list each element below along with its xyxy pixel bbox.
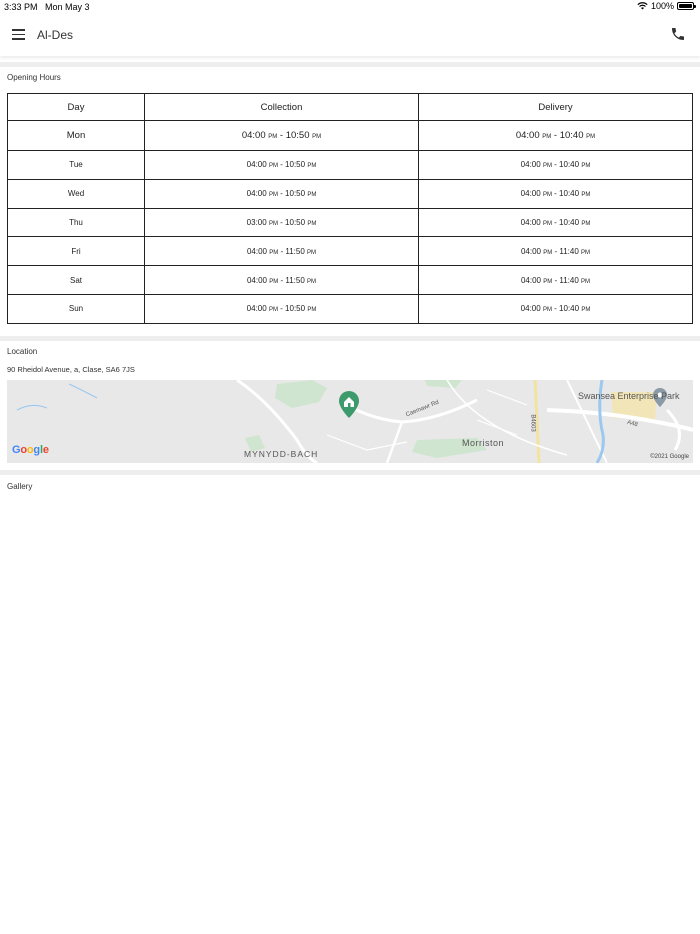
ampm-text: PM	[268, 192, 278, 199]
day-text: Fri	[71, 246, 81, 256]
ampm-text: PM	[581, 163, 591, 170]
ampm-text: PM	[268, 134, 278, 140]
ampm-text: PM	[581, 192, 591, 199]
delivery-from: 04:00	[520, 217, 541, 227]
delivery-from: 04:00	[520, 160, 541, 170]
battery-percent: 100%	[650, 1, 674, 11]
ampm-text: PM	[542, 163, 552, 170]
cell-day	[8, 151, 145, 180]
cell-collection: 04:00 PM - 10:50 PM	[145, 121, 419, 151]
ampm-text: PM	[542, 192, 552, 199]
status-right	[637, 1, 694, 11]
cell-delivery: 04:00 PM - 10:40 PM	[419, 151, 693, 180]
delivery-from: 04:00	[520, 189, 541, 199]
delivery-to: 10:40	[559, 304, 580, 314]
ampm-text: PM	[542, 134, 552, 140]
delivery-from: 04:00	[520, 304, 541, 314]
ampm-text: PM	[581, 249, 591, 256]
collection-to: 11:50	[285, 246, 305, 256]
ampm-text: PM	[268, 220, 278, 227]
day-text: Wed	[67, 189, 85, 199]
battery-icon	[677, 2, 694, 10]
column-header-day: Day	[8, 94, 145, 121]
delivery-to: 11:40	[559, 246, 579, 256]
google-logo-letter: e	[42, 444, 49, 456]
ampm-text: PM	[581, 278, 591, 285]
opening-hours-label: Opening Hours	[7, 73, 61, 82]
cell-day	[8, 294, 145, 323]
location-map[interactable]	[7, 380, 693, 463]
map-label-enterprise-park: Swansea Enterprise Park	[578, 391, 680, 401]
delivery-from: 04:00	[515, 130, 540, 141]
day-text: Mon	[66, 130, 86, 141]
map-label-a48: A48	[626, 419, 639, 429]
status-bar	[0, 0, 700, 14]
ampm-text: PM	[307, 220, 317, 227]
delivery-from: 04:00	[520, 275, 541, 285]
cell-collection: 04:00 PM - 11:50 PM	[145, 237, 419, 266]
google-logo-letter: l	[39, 444, 43, 456]
day-text: Thu	[69, 217, 83, 227]
wifi-icon	[637, 2, 648, 10]
map-label-morriston: Morriston	[462, 438, 505, 448]
cell-collection: 04:00 PM - 11:50 PM	[145, 266, 419, 295]
table-row	[8, 294, 693, 323]
collection-to: 11:50	[285, 275, 305, 285]
cell-collection: 04:00 PM - 10:50 PM	[145, 294, 419, 323]
table-row	[8, 208, 693, 237]
delivery-to: 11:40	[559, 275, 579, 285]
cell-delivery: 04:00 PM - 10:40 PM	[419, 121, 693, 151]
delivery-from: 04:00	[520, 246, 541, 256]
google-logo-letter: g	[33, 444, 40, 456]
day-text: Sat	[69, 275, 82, 285]
delivery-to: 10:40	[559, 160, 580, 170]
ampm-text: PM	[268, 163, 278, 170]
google-logo-letter: o	[26, 444, 34, 456]
ampm-text: PM	[307, 249, 317, 256]
cell-collection: 04:00 PM - 10:50 PM	[145, 151, 419, 180]
map-label-b4603: B4603	[529, 414, 536, 432]
status-date: Mon May 3	[45, 2, 90, 12]
cell-collection: 04:00 PM - 10:50 PM	[145, 179, 419, 208]
collection-from: 03:00	[246, 217, 267, 227]
collection-from: 04:00	[246, 304, 267, 314]
ampm-text: PM	[269, 278, 279, 285]
cell-delivery: 04:00 PM - 10:40 PM	[419, 208, 693, 237]
ampm-text: PM	[307, 278, 317, 285]
google-logo-letter: o	[20, 444, 27, 456]
section-divider	[0, 62, 700, 67]
page-title: Al-Des	[37, 28, 74, 42]
cell-day	[8, 266, 145, 295]
opening-hours-table	[7, 93, 693, 324]
cell-delivery: 04:00 PM - 11:40 PM	[419, 237, 693, 266]
map-copyright: ©2021 Google	[650, 454, 689, 460]
ampm-text: PM	[543, 278, 553, 285]
ampm-text: PM	[543, 249, 553, 256]
ampm-text: PM	[307, 163, 317, 170]
cell-day	[8, 179, 145, 208]
table-row	[8, 151, 693, 180]
table-row	[8, 179, 693, 208]
ampm-text: PM	[542, 220, 552, 227]
column-header-collection: Collection	[145, 94, 419, 121]
ampm-text: PM	[581, 220, 591, 227]
location-label: Location	[7, 347, 38, 356]
ampm-text: PM	[307, 192, 317, 199]
google-logo	[12, 444, 49, 456]
ampm-text: PM	[312, 134, 322, 140]
cell-day	[8, 208, 145, 237]
collection-from: 04:00	[246, 160, 267, 170]
column-header-delivery: Delivery	[419, 94, 693, 121]
ampm-text: PM	[586, 134, 596, 140]
collection-from: 04:00	[241, 130, 266, 141]
cell-delivery: 04:00 PM - 10:40 PM	[419, 179, 693, 208]
collection-from: 04:00	[246, 189, 267, 199]
table-row	[8, 121, 693, 151]
cell-delivery: 04:00 PM - 11:40 PM	[419, 266, 693, 295]
cell-delivery: 04:00 PM - 10:40 PM	[419, 294, 693, 323]
menu-icon[interactable]	[12, 29, 25, 40]
table-row	[8, 266, 693, 295]
table-row	[8, 237, 693, 266]
day-text: Sun	[68, 304, 84, 314]
phone-icon[interactable]	[670, 26, 686, 42]
map-label-mynydd-bach: MYNYDD-BACH	[244, 449, 319, 459]
delivery-to: 10:40	[559, 217, 580, 227]
collection-from: 04:00	[246, 275, 267, 285]
ampm-text: PM	[581, 307, 591, 314]
delivery-to: 10:40	[559, 189, 580, 199]
gallery-label: Gallery	[7, 482, 33, 491]
map-label-caemawr-rd: Caemawr Rd	[405, 399, 440, 419]
table-header-row	[8, 94, 693, 121]
collection-to: 10:50	[285, 304, 306, 314]
cell-day	[8, 237, 145, 266]
day-text: Tue	[69, 160, 83, 170]
collection-from: 04:00	[246, 246, 267, 256]
cell-collection: 03:00 PM - 10:50 PM	[145, 208, 419, 237]
collection-to: 10:50	[285, 217, 306, 227]
google-logo-letter: G	[12, 444, 21, 456]
section-divider	[0, 470, 700, 475]
ampm-text: PM	[268, 307, 278, 314]
collection-to: 10:50	[285, 130, 310, 141]
cell-day	[8, 121, 145, 151]
ampm-text: PM	[269, 249, 279, 256]
collection-to: 10:50	[285, 189, 306, 199]
status-time: 3:33 PM	[4, 2, 38, 12]
delivery-to: 10:40	[559, 130, 584, 141]
ampm-text: PM	[307, 307, 317, 314]
ampm-text: PM	[542, 307, 552, 314]
section-divider	[0, 336, 700, 341]
address-text: 90 Rheidol Avenue, a, Clase, SA6 7JS	[7, 365, 135, 374]
collection-to: 10:50	[285, 160, 306, 170]
app-header	[0, 14, 700, 56]
